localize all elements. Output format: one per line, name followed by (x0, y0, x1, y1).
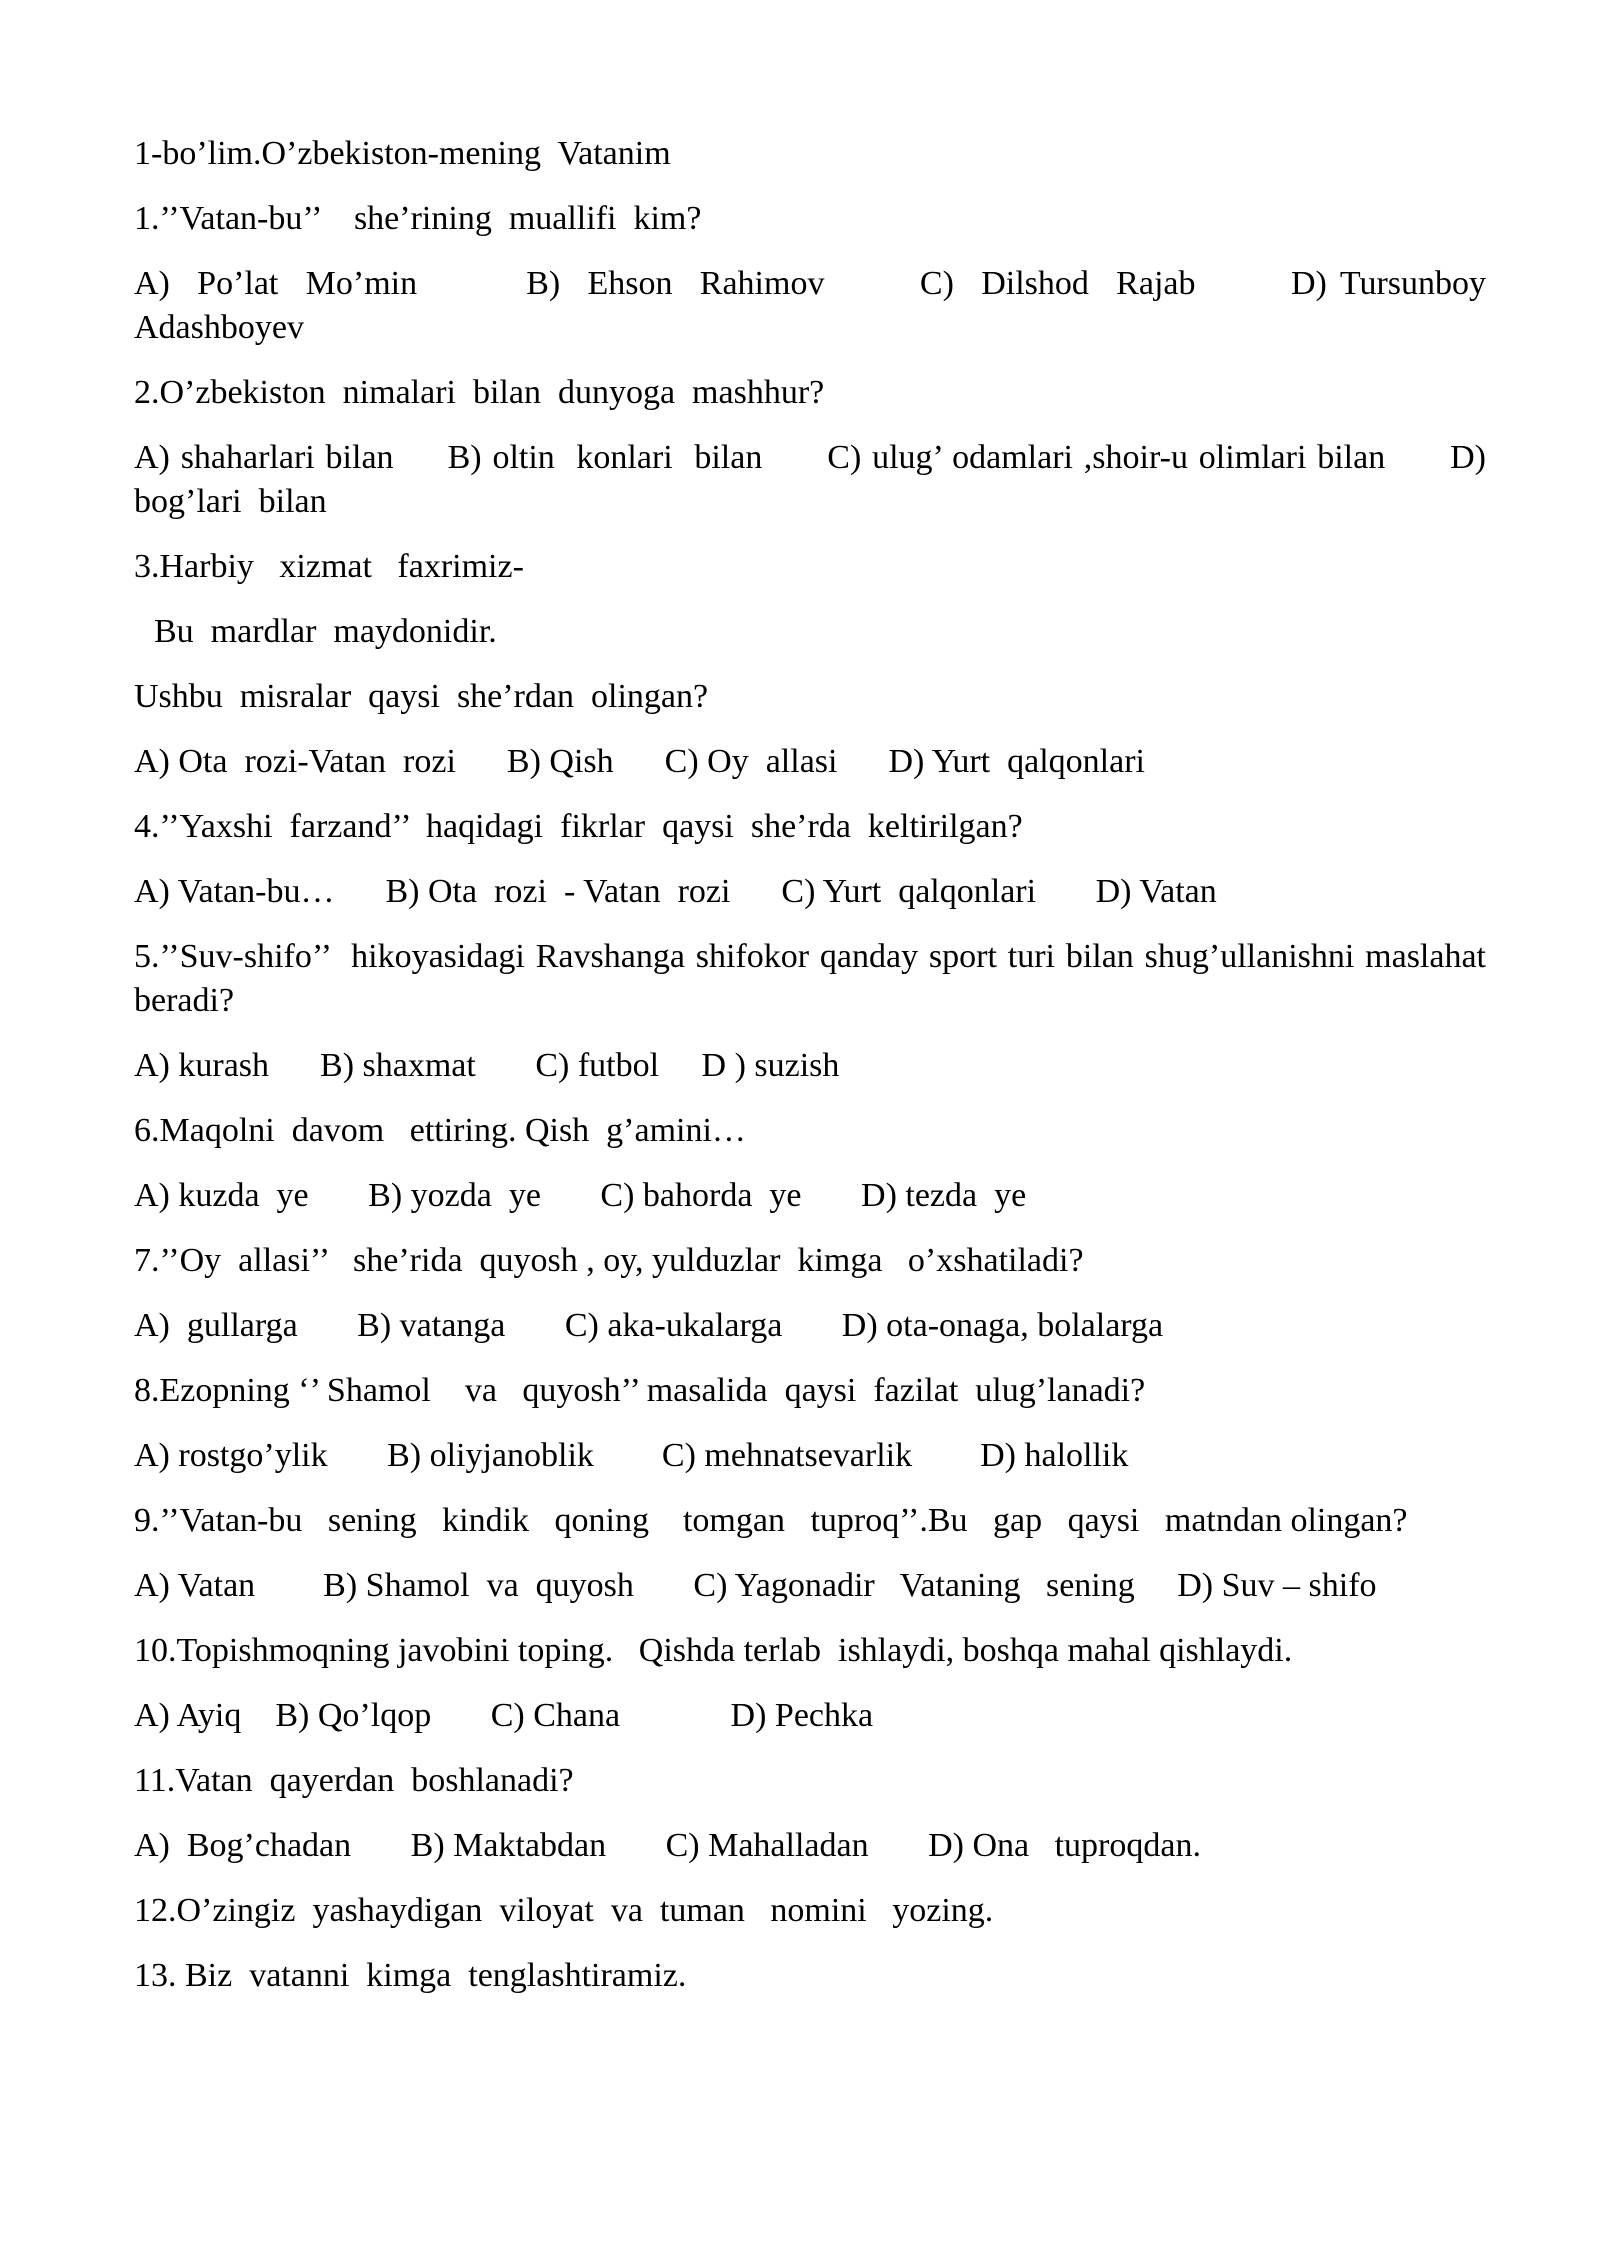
question-13: 13. Biz vatanni kimga tenglashtiramiz. (134, 1957, 687, 1994)
question-10-options: A) Ayiq B) Qo’lqop C) Chana D) Pechka (134, 1697, 874, 1734)
document-page (134, 132, 1503, 2019)
question-3-line-3: Ushbu misralar qaysi she’rdan olingan? (134, 678, 709, 715)
question-4: 4.’’Yaxshi farzand’’ haqidagi fikrlar qaysi she’rda keltirilgan? (134, 808, 1023, 845)
question-11: 11.Vatan qayerdan boshlanadi? (134, 1762, 574, 1799)
question-9: 9.’’Vatan-bu sening kindik qoning tomgan tuproq’’.Bu gap qaysi matndan olingan? (134, 1502, 1408, 1539)
question-11-options: A) Bog’chadan B) Maktabdan C) Mahalladan D) Ona tuproqdan. (134, 1827, 1201, 1864)
question-5-options: A) kurash B) shaxmat C) futbol D ) suzish (134, 1047, 840, 1084)
question-3-options: A) Ota rozi-Vatan rozi B) Qish C) Oy allasi D) Yurt qalqonlari (134, 743, 1145, 780)
question-8: 8.Ezopning ‘’ Shamol va quyosh’’ masalida qaysi fazilat ulug’lanadi? (134, 1372, 1146, 1409)
question-1-options: A) Po’lat Mo’min B) Ehson Rahimov C) Dilshod Rajab D) Tursunboy Adashboyev (134, 265, 1503, 346)
question-3-line-2: Bu mardlar maydonidir. (154, 613, 497, 650)
question-5: 5.’’Suv-shifo’’ hikoyasidagi Ravshanga shifokor qanday sport turi bilan shug’ullanishni maslahat beradi? (134, 938, 1503, 1019)
question-9-options: A) Vatan B) Shamol va quyosh C) Yagonadir Vataning sening D) Suv – shifo (134, 1567, 1377, 1604)
question-3-line-1: 3.Harbiy xizmat faxrimiz- (134, 548, 524, 585)
question-8-options: A) rostgo’ylik B) oliyjanoblik C) mehnatsevarlik D) halollik (134, 1437, 1129, 1474)
question-7: 7.’’Oy allasi’’ she’rida quyosh , oy, yulduzlar kimga o’xshatiladi? (134, 1242, 1084, 1279)
question-2: 2.O’zbekiston nimalari bilan dunyoga mashhur? (134, 374, 825, 411)
question-10: 10.Topishmoqning javobini toping. Qishda terlab ishlaydi, boshqa mahal qishlaydi. (134, 1632, 1293, 1669)
question-2-options: A) shaharlari bilan B) oltin konlari bilan C) ulug’ odamlari ,shoir-u olimlari bilan D) bog’lari bilan (134, 439, 1495, 520)
question-1: 1.’’Vatan-bu’’ she’rining muallifi kim? (134, 200, 702, 237)
question-6-options: A) kuzda ye B) yozda ye C) bahorda ye D) tezda ye (134, 1177, 1027, 1214)
question-4-options: A) Vatan-bu… B) Ota rozi - Vatan rozi C) Yurt qalqonlari D) Vatan (134, 873, 1217, 910)
section-title: 1-bo’lim.O’zbekiston-mening Vatanim (134, 135, 671, 172)
question-7-options: A) gullarga B) vatanga C) aka-ukalarga D) ota-onaga, bolalarga (134, 1307, 1164, 1344)
question-6: 6.Maqolni davom ettiring. Qish g’amini… (134, 1112, 746, 1149)
question-12: 12.O’zingiz yashaydigan viloyat va tuman nomini yozing. (134, 1892, 994, 1929)
